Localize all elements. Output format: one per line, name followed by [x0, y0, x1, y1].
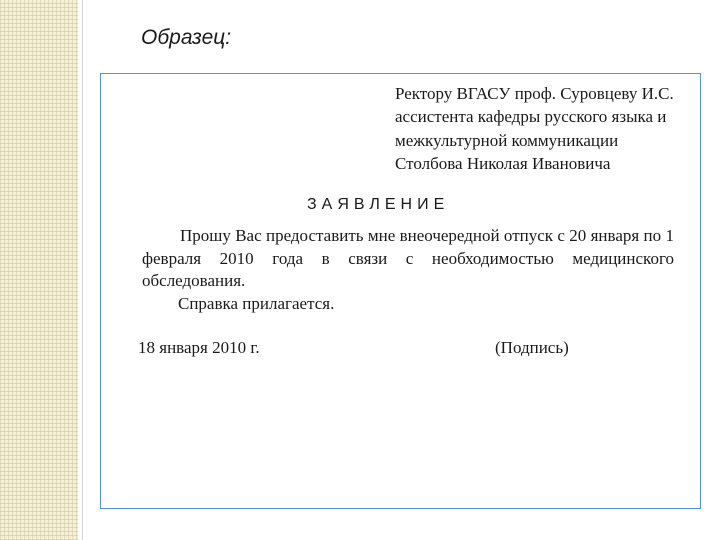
addressee-block: [395, 82, 674, 175]
side-band-divider: [82, 0, 83, 540]
addressee-line: Ректору ВГАСУ проф. Суровцеву И.С.: [395, 84, 674, 103]
document-date: 18 января 2010 г.: [138, 338, 260, 357]
sample-heading: Образец:: [141, 26, 232, 49]
document-title: ЗАЯВЛЕНИЕ: [307, 196, 450, 213]
request-paragraph: Прошу Вас предоставить мне внеочередной отпуск с 20 января по 1 февраля 2010 года в связи с необходимостью медицинского обследования.: [142, 226, 674, 290]
addressee-line: ассистента кафедры русского языка и: [395, 107, 667, 127]
decorative-side-band: [0, 0, 78, 540]
signature-placeholder: (Подпись): [495, 338, 569, 357]
attachment-note: Справка прилагается.: [178, 293, 335, 313]
document-body: [142, 225, 674, 315]
addressee-line: Столбова Николая Ивановича: [395, 153, 611, 173]
addressee-line: межкультурной коммуникации: [395, 130, 619, 150]
